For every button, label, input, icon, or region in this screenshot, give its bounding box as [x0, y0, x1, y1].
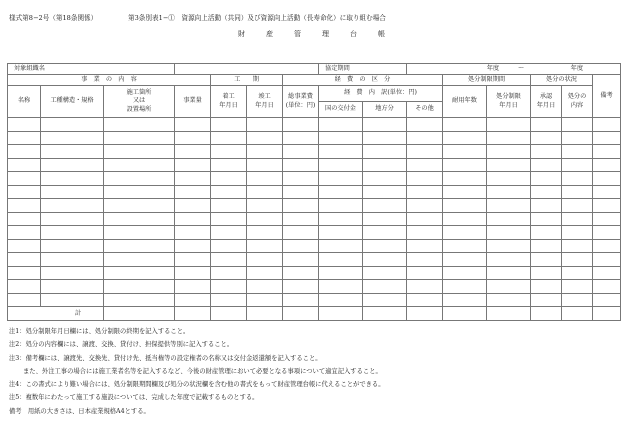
table-cell[interactable] — [211, 158, 247, 172]
table-cell[interactable] — [319, 212, 363, 226]
table-row — [8, 131, 621, 145]
table-cell[interactable] — [319, 293, 363, 307]
table-cell[interactable] — [593, 239, 621, 253]
table-cell[interactable] — [211, 212, 247, 226]
table-cell[interactable] — [283, 131, 319, 145]
table-cell[interactable] — [247, 199, 283, 213]
table-cell[interactable] — [487, 158, 531, 172]
table-cell[interactable] — [104, 266, 175, 280]
table-cell[interactable] — [41, 280, 104, 294]
table-cell[interactable] — [247, 293, 283, 307]
table-cell[interactable] — [104, 172, 175, 186]
other-header: その他 — [407, 102, 443, 118]
table-row — [8, 226, 621, 240]
table-cell[interactable] — [175, 199, 211, 213]
table-cell[interactable] — [283, 212, 319, 226]
table-cell[interactable] — [8, 212, 41, 226]
table-cell[interactable] — [175, 266, 211, 280]
table-cell[interactable] — [593, 145, 621, 159]
table-cell[interactable] — [407, 226, 443, 240]
table-cell[interactable] — [319, 226, 363, 240]
table-cell[interactable] — [247, 185, 283, 199]
table-cell[interactable] — [8, 253, 41, 267]
table-cell[interactable] — [487, 145, 531, 159]
note-3-continued: また、外注工事の場合には施工業者名等を記入するなど、今後の財産管理において必要となる事項について適宜記入すること。 — [23, 367, 382, 375]
table-cell[interactable] — [562, 293, 593, 307]
table-cell[interactable] — [283, 239, 319, 253]
table-cell[interactable] — [363, 293, 407, 307]
table-cell[interactable] — [487, 172, 531, 186]
table-cell[interactable] — [593, 158, 621, 172]
table-cell[interactable] — [487, 266, 531, 280]
table-cell[interactable] — [175, 293, 211, 307]
form-number: 様式第8−2号（第18条関係） — [9, 14, 98, 22]
table-cell[interactable] — [104, 239, 175, 253]
structure-header: 工種構造・規格 — [41, 86, 104, 118]
table-cell[interactable] — [443, 239, 487, 253]
table-cell[interactable] — [8, 266, 41, 280]
table-cell[interactable] — [562, 253, 593, 267]
table-cell[interactable] — [562, 172, 593, 186]
table-cell[interactable] — [407, 280, 443, 294]
table-cell[interactable] — [211, 293, 247, 307]
table-cell[interactable] — [8, 293, 41, 307]
table-cell[interactable] — [531, 280, 562, 294]
table-cell[interactable] — [593, 253, 621, 267]
table-cell[interactable] — [363, 266, 407, 280]
group-disposal-status-header: 処分の状況 — [531, 75, 593, 86]
note-4: 注4：この書式により難い場合には、処分制限期間欄及び処分の状況欄を含む他の書式をもって財産管理台帳に代えることができる。 — [9, 381, 385, 389]
useful-life-header: 耐用年数 — [443, 86, 487, 118]
remarks-header: 備考 — [593, 75, 621, 118]
table-cell[interactable] — [531, 199, 562, 213]
start-year-label: 年度 — [486, 64, 500, 72]
table-cell[interactable] — [8, 145, 41, 159]
paper-size-note: 備考 用紙の大きさは、日本産業規格A4とする。 — [9, 407, 150, 415]
table-cell[interactable] — [363, 131, 407, 145]
table-cell[interactable] — [175, 212, 211, 226]
table-cell[interactable] — [487, 226, 531, 240]
table-cell[interactable] — [41, 158, 104, 172]
table-row — [8, 199, 621, 213]
table-cell[interactable] — [407, 118, 443, 132]
table-cell[interactable] — [407, 266, 443, 280]
table-cell[interactable] — [283, 280, 319, 294]
table-cell[interactable] — [247, 131, 283, 145]
table-cell[interactable] — [319, 253, 363, 267]
table-cell[interactable] — [283, 226, 319, 240]
table-cell[interactable] — [247, 172, 283, 186]
table-cell[interactable] — [363, 118, 407, 132]
table-cell[interactable] — [283, 158, 319, 172]
table-cell[interactable] — [104, 145, 175, 159]
table-cell[interactable] — [104, 118, 175, 132]
end-date-header: 竣工 年月日 — [247, 86, 283, 118]
table-row — [8, 172, 621, 186]
ledger-title: 財 産 管 理 台 帳 — [238, 30, 392, 38]
table-cell[interactable] — [407, 253, 443, 267]
cost-breakdown-header: 経 費 内 訳(単位：円) — [319, 86, 443, 102]
table-cell[interactable] — [8, 158, 41, 172]
table-cell[interactable] — [531, 131, 562, 145]
table-cell[interactable] — [531, 266, 562, 280]
table-cell[interactable] — [443, 307, 487, 321]
total-row — [8, 307, 621, 321]
table-cell[interactable] — [562, 239, 593, 253]
table-cell[interactable] — [363, 212, 407, 226]
notes — [9, 325, 385, 418]
table-cell[interactable] — [593, 131, 621, 145]
table-cell[interactable] — [283, 185, 319, 199]
location-header: 施工箇所 又は 設置場所 — [104, 86, 175, 118]
table-cell[interactable] — [283, 307, 319, 321]
table-cell[interactable] — [319, 185, 363, 199]
table-cell[interactable] — [487, 280, 531, 294]
table-cell[interactable] — [104, 307, 175, 321]
table-cell[interactable] — [175, 185, 211, 199]
table-cell[interactable] — [407, 185, 443, 199]
table-cell[interactable] — [319, 172, 363, 186]
name-header: 名称 — [8, 86, 41, 118]
table-cell[interactable] — [531, 212, 562, 226]
table-cell[interactable] — [104, 226, 175, 240]
table-cell[interactable] — [363, 185, 407, 199]
table-cell[interactable] — [283, 199, 319, 213]
table-cell[interactable] — [247, 226, 283, 240]
table-cell[interactable] — [247, 118, 283, 132]
table-cell[interactable] — [443, 280, 487, 294]
table-cell[interactable] — [593, 199, 621, 213]
table-cell[interactable] — [593, 185, 621, 199]
table-cell[interactable] — [487, 307, 531, 321]
table-cell[interactable] — [407, 158, 443, 172]
table-cell[interactable] — [41, 199, 104, 213]
table-cell[interactable] — [487, 293, 531, 307]
total-cost-header: 総事業費 (単位：円) — [283, 86, 319, 118]
group-cost-header: 経 費 の 区 分 — [283, 75, 443, 86]
table-cell[interactable] — [104, 212, 175, 226]
table-cell[interactable] — [247, 280, 283, 294]
table-cell[interactable] — [363, 239, 407, 253]
table-cell[interactable] — [407, 293, 443, 307]
table-cell[interactable] — [407, 145, 443, 159]
table-cell[interactable] — [562, 212, 593, 226]
table-cell[interactable] — [283, 172, 319, 186]
table-cell[interactable] — [487, 118, 531, 132]
group-project-header: 事 業 の 内 容 — [8, 75, 211, 86]
table-cell[interactable] — [8, 280, 41, 294]
table-cell[interactable] — [363, 253, 407, 267]
table-cell[interactable] — [8, 239, 41, 253]
table-cell[interactable] — [211, 253, 247, 267]
table-cell[interactable] — [104, 158, 175, 172]
table-cell[interactable] — [443, 131, 487, 145]
table-cell[interactable] — [562, 226, 593, 240]
table-cell[interactable] — [562, 118, 593, 132]
table-cell[interactable] — [175, 253, 211, 267]
table-cell[interactable] — [211, 118, 247, 132]
table-cell[interactable] — [211, 239, 247, 253]
table-cell[interactable] — [319, 131, 363, 145]
table-cell[interactable] — [363, 280, 407, 294]
org-name-label: 対象組織名 — [8, 64, 175, 75]
note-2: 注2：処分の内容欄には、譲渡、交換、貸付け、担保提供等別に記入すること。 — [9, 341, 234, 349]
table-cell[interactable] — [8, 226, 41, 240]
table-cell[interactable] — [41, 118, 104, 132]
table-cell[interactable] — [593, 172, 621, 186]
table-cell[interactable] — [407, 307, 443, 321]
table-cell[interactable] — [211, 172, 247, 186]
table-cell[interactable] — [211, 266, 247, 280]
table-cell[interactable] — [247, 145, 283, 159]
table-row — [8, 118, 621, 132]
table-cell[interactable] — [443, 253, 487, 267]
table-cell[interactable] — [175, 307, 211, 321]
table-row — [8, 212, 621, 226]
table-cell[interactable] — [247, 239, 283, 253]
table-cell[interactable] — [443, 212, 487, 226]
table-cell[interactable] — [593, 307, 621, 321]
table-row — [8, 158, 621, 172]
table-cell[interactable] — [104, 185, 175, 199]
table-cell[interactable] — [8, 185, 41, 199]
table-cell[interactable] — [487, 253, 531, 267]
table-cell[interactable] — [283, 145, 319, 159]
table-cell[interactable] — [41, 253, 104, 267]
total-row-label: 計 — [8, 307, 104, 321]
table-cell[interactable] — [363, 145, 407, 159]
table-cell[interactable] — [41, 239, 104, 253]
table-cell[interactable] — [41, 131, 104, 145]
table-cell[interactable] — [283, 293, 319, 307]
end-year-label: 年度 — [570, 64, 584, 72]
table-cell[interactable] — [593, 280, 621, 294]
table-cell[interactable] — [283, 253, 319, 267]
table-cell[interactable] — [487, 131, 531, 145]
table-cell[interactable] — [175, 280, 211, 294]
table-cell[interactable] — [104, 253, 175, 267]
table-cell[interactable] — [8, 172, 41, 186]
note-1: 注1：処分制限年月日欄には、処分制限の終期を記入すること。 — [9, 328, 190, 335]
table-cell[interactable] — [487, 185, 531, 199]
table-cell[interactable] — [247, 307, 283, 321]
table-cell[interactable] — [531, 185, 562, 199]
table-cell[interactable] — [211, 307, 247, 321]
table-cell[interactable] — [319, 158, 363, 172]
table-cell[interactable] — [211, 185, 247, 199]
table-cell[interactable] — [562, 280, 593, 294]
start-date-header: 着工 年月日 — [211, 86, 247, 118]
table-cell[interactable] — [211, 145, 247, 159]
table-cell[interactable] — [41, 266, 104, 280]
table-cell[interactable] — [531, 253, 562, 267]
table-cell[interactable] — [593, 118, 621, 132]
table-cell[interactable] — [562, 199, 593, 213]
table-cell[interactable] — [319, 118, 363, 132]
property-ledger-table — [7, 63, 621, 321]
group-disposal-period-header: 処分制限期間 — [443, 75, 531, 86]
table-cell[interactable] — [531, 226, 562, 240]
table-row — [8, 266, 621, 280]
table-cell[interactable] — [407, 172, 443, 186]
table-cell[interactable] — [363, 158, 407, 172]
table-cell[interactable] — [41, 212, 104, 226]
table-cell[interactable] — [41, 185, 104, 199]
table-cell[interactable] — [211, 280, 247, 294]
table-cell[interactable] — [443, 185, 487, 199]
table-cell[interactable] — [41, 145, 104, 159]
table-cell[interactable] — [175, 145, 211, 159]
agreement-period-label: 協定期間 — [319, 64, 407, 75]
table-cell[interactable] — [211, 199, 247, 213]
table-cell[interactable] — [562, 307, 593, 321]
table-cell[interactable] — [175, 158, 211, 172]
table-cell[interactable] — [211, 226, 247, 240]
table-cell[interactable] — [593, 293, 621, 307]
table-cell[interactable] — [487, 239, 531, 253]
table-cell[interactable] — [531, 172, 562, 186]
table-row — [8, 293, 621, 307]
table-cell[interactable] — [593, 266, 621, 280]
table-cell[interactable] — [319, 239, 363, 253]
table-cell[interactable] — [531, 293, 562, 307]
table-cell[interactable] — [175, 172, 211, 186]
table-cell[interactable] — [175, 131, 211, 145]
table-cell[interactable] — [407, 212, 443, 226]
table-cell[interactable] — [283, 266, 319, 280]
table-cell[interactable] — [247, 266, 283, 280]
approval-date-header: 承認 年月日 — [531, 86, 562, 118]
table-cell[interactable] — [104, 199, 175, 213]
table-cell[interactable] — [363, 226, 407, 240]
table-cell[interactable] — [319, 199, 363, 213]
table-cell[interactable] — [443, 172, 487, 186]
form-heading: 第3条別表1−① 資源向上活動（共同）及び資源向上活動（長寿命化）に取り組む場合 — [128, 14, 386, 22]
table-cell[interactable] — [363, 307, 407, 321]
table-cell[interactable] — [531, 307, 562, 321]
table-cell[interactable] — [487, 212, 531, 226]
table-cell[interactable] — [8, 199, 41, 213]
table-cell[interactable] — [363, 199, 407, 213]
table-cell[interactable] — [443, 226, 487, 240]
table-cell[interactable] — [8, 118, 41, 132]
table-cell[interactable] — [319, 307, 363, 321]
table-cell[interactable] — [175, 239, 211, 253]
agreement-period-value[interactable] — [407, 64, 621, 75]
org-name-value[interactable] — [175, 64, 319, 75]
quantity-header: 事業量 — [175, 86, 211, 118]
table-cell[interactable] — [407, 239, 443, 253]
table-cell[interactable] — [531, 239, 562, 253]
table-cell[interactable] — [593, 212, 621, 226]
table-row — [8, 253, 621, 267]
table-cell[interactable] — [562, 266, 593, 280]
table-cell[interactable] — [175, 226, 211, 240]
table-cell[interactable] — [41, 293, 104, 307]
tilde: 〜 — [517, 64, 525, 72]
table-row — [8, 239, 621, 253]
table-cell[interactable] — [319, 266, 363, 280]
table-cell[interactable] — [319, 145, 363, 159]
table-cell[interactable] — [443, 199, 487, 213]
table-cell[interactable] — [443, 158, 487, 172]
table-cell[interactable] — [443, 266, 487, 280]
table-row — [8, 280, 621, 294]
table-cell[interactable] — [562, 145, 593, 159]
table-cell[interactable] — [562, 158, 593, 172]
table-cell[interactable] — [487, 199, 531, 213]
table-cell[interactable] — [562, 131, 593, 145]
table-row — [8, 185, 621, 199]
table-cell[interactable] — [407, 131, 443, 145]
table-row — [8, 145, 621, 159]
table-cell[interactable] — [41, 172, 104, 186]
subsidy-header: 国の交付金 — [319, 102, 363, 118]
disposal-content-header: 処分の 内容 — [562, 86, 593, 118]
table-cell[interactable] — [319, 280, 363, 294]
table-cell[interactable] — [104, 280, 175, 294]
table-cell[interactable] — [211, 131, 247, 145]
disposal-limit-date-header: 処分制限 年月日 — [487, 86, 531, 118]
table-cell[interactable] — [247, 253, 283, 267]
table-cell[interactable] — [104, 293, 175, 307]
table-cell[interactable] — [562, 185, 593, 199]
table-cell[interactable] — [443, 118, 487, 132]
table-cell[interactable] — [363, 172, 407, 186]
table-cell[interactable] — [247, 158, 283, 172]
table-cell[interactable] — [593, 226, 621, 240]
table-cell[interactable] — [8, 131, 41, 145]
table-cell[interactable] — [283, 118, 319, 132]
table-cell[interactable] — [175, 118, 211, 132]
note-5: 注5：複数年にわたって施工する施設については、完成した年度で記載するものとする。 — [9, 394, 259, 402]
table-cell[interactable] — [443, 293, 487, 307]
table-cell[interactable] — [247, 212, 283, 226]
local-burden-header: 地方分 — [363, 102, 407, 118]
note-3: 注3：備考欄には、譲渡先、交換先、貸付け先、抵当権等の設定権者の名称又は交付金返還額を記入すること。 — [9, 354, 322, 362]
table-cell[interactable] — [443, 145, 487, 159]
group-period-header: 工 期 — [211, 75, 283, 86]
table-cell[interactable] — [531, 158, 562, 172]
table-cell[interactable] — [407, 199, 443, 213]
table-cell[interactable] — [41, 226, 104, 240]
table-cell[interactable] — [104, 131, 175, 145]
table-cell[interactable] — [531, 145, 562, 159]
table-cell[interactable] — [531, 118, 562, 132]
